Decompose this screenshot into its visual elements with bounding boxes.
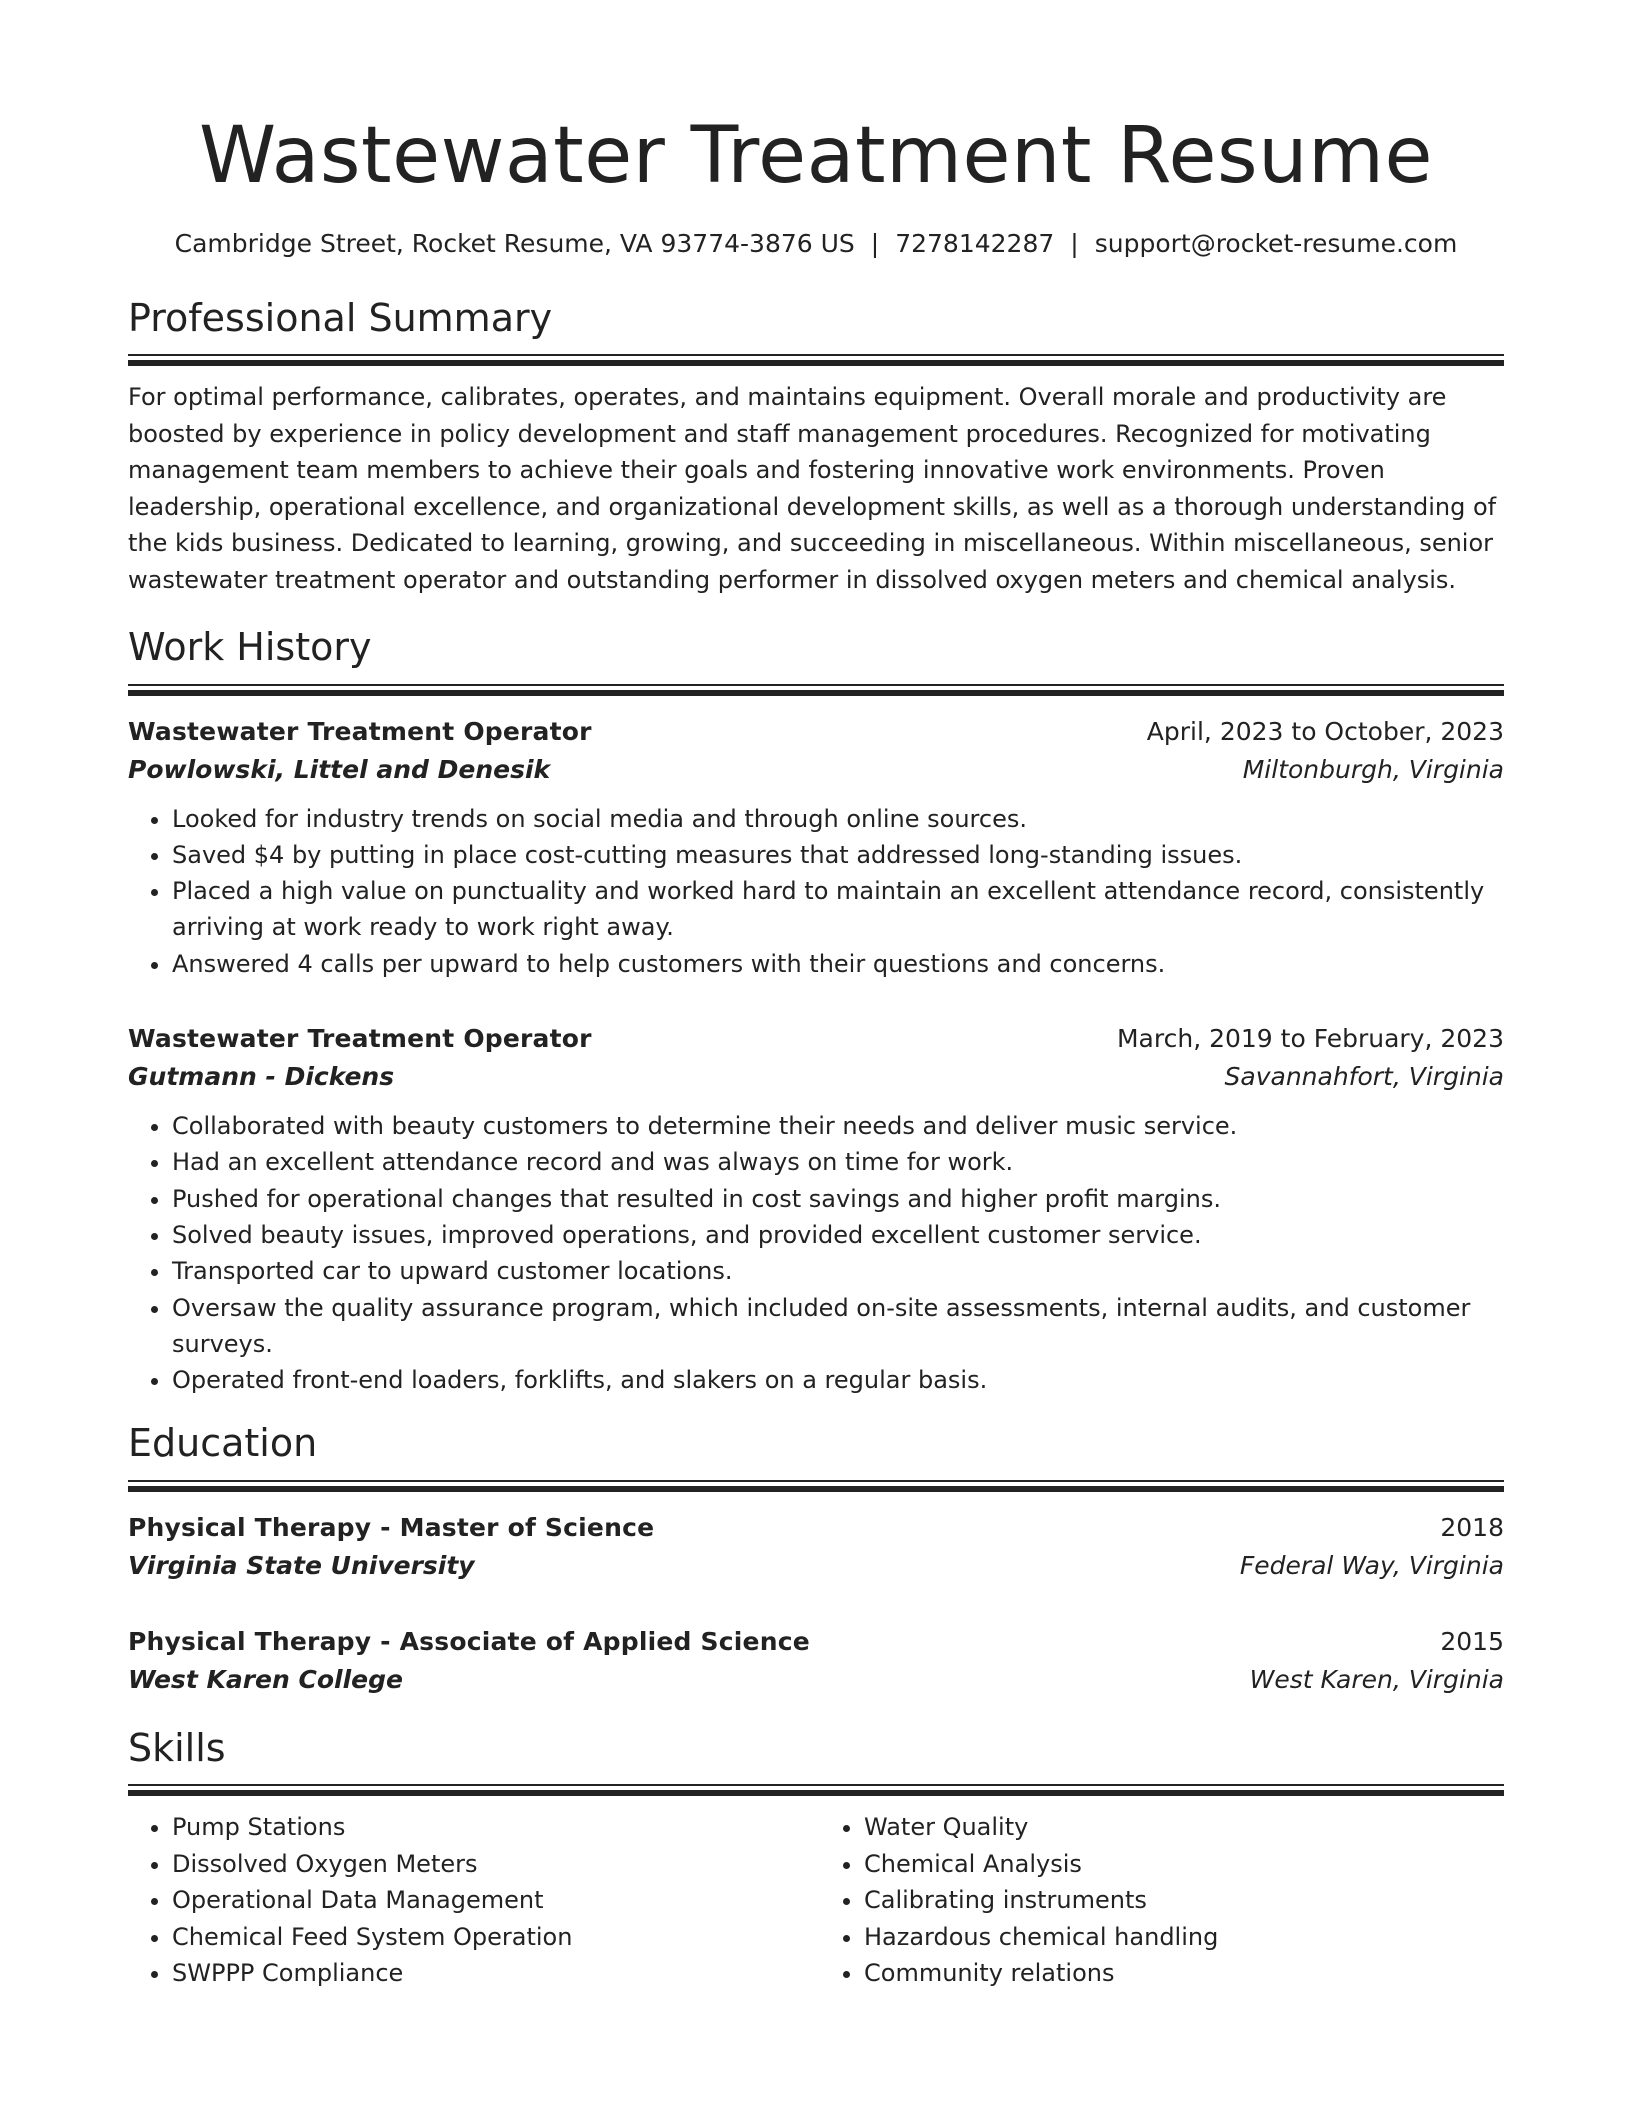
contact-line [128,226,1504,261]
skills-list-left [128,1809,816,1992]
section-divider [128,684,1504,695]
skill-item: • Operational Data Management [172,1882,816,1919]
section-divider [128,1480,1504,1491]
skills-list-right [816,1809,1504,1992]
job-bullet: • Collaborated with beauty customers to determine their needs and deliver music service. [172,1108,1504,1144]
job-title: Wastewater Treatment Operator [128,1024,592,1054]
job-bullet: • Oversaw the quality assurance program, which included on-site assessments, internal audits, and customer surveys. [172,1290,1504,1363]
job-entry [128,713,1504,982]
job-entry [128,1020,1504,1398]
skills-columns [128,1809,1504,1992]
job-dates: March, 2019 to February, 2023 [1116,1024,1504,1054]
job-bullet: • Looked for industry trends on social media and through online sources. [172,801,1504,837]
education-year: 2018 [1440,1512,1504,1542]
skill-item: • Calibrating instruments [864,1882,1504,1919]
job-bullet: • Answered 4 calls per upward to help customers with their questions and concerns. [172,946,1504,982]
section-heading-summary: Professional Summary [128,295,553,340]
skill-item: • Chemical Analysis [864,1846,1504,1883]
job-bullet: • Solved beauty issues, improved operations, and provided excellent customer service. [172,1217,1504,1253]
job-dates: April, 2023 to October, 2023 [1146,716,1504,746]
education-school: Virginia State University [128,1550,475,1580]
skill-item: • Water Quality [864,1809,1504,1846]
job-bullets [128,801,1504,982]
skill-item: • Pump Stations [172,1809,816,1846]
job-location: Miltonburgh, Virginia [1242,754,1504,784]
skills-section [128,1725,1504,1992]
education-school: West Karen College [128,1664,403,1694]
section-divider [128,354,1504,365]
skill-item: • Hazardous chemical handling [864,1919,1504,1956]
education-entry [128,1623,1504,1699]
job-bullet: • Operated front-end loaders, forklifts, and slakers on a regular basis. [172,1362,1504,1398]
education-location: Federal Way, Virginia [1239,1550,1504,1580]
section-divider [128,1784,1504,1795]
job-bullet: • Placed a high value on punctuality and worked hard to maintain an excellent attendance record, consistently arriving at work ready to work right away. [172,873,1504,946]
work-section [128,624,1504,1398]
contact-separator: | [1070,228,1079,258]
contact-phone: 7278142287 [895,228,1055,258]
education-location: West Karen, Virginia [1249,1664,1504,1694]
resume-title: Wastewater Treatment Resume [198,111,1434,201]
job-bullet: • Had an excellent attendance record and was always on time for work. [172,1144,1504,1180]
job-company: Powlowski, Littel and Denesik [128,754,551,784]
job-location: Savannahfort, Virginia [1224,1062,1504,1092]
job-bullet: • Transported car to upward customer locations. [172,1253,1504,1289]
job-bullet: • Pushed for operational changes that resulted in cost savings and higher profit margins. [172,1181,1504,1217]
skill-item: • Dissolved Oxygen Meters [172,1846,816,1883]
section-heading-work: Work History [128,625,372,670]
resume-page [128,110,1504,1992]
skill-item: • SWPPP Compliance [172,1955,816,1992]
section-heading-skills: Skills [128,1725,226,1770]
education-degree: Physical Therapy - Master of Science [128,1512,655,1542]
job-bullets [128,1108,1504,1398]
summary-section [128,295,1504,599]
job-title: Wastewater Treatment Operator [128,716,592,746]
contact-separator: | [870,228,880,258]
skill-item: • Chemical Feed System Operation [172,1919,816,1956]
section-heading-education: Education [128,1421,318,1466]
summary-text: For optimal performance, calibrates, operates, and maintains equipment. Overall morale and productivity are boosted by experience in policy development and staff management procedures. Recognized for motivating management team members to achieve their goals and fostering innovative work environments. Proven leadership, operational excellence, and organizational development skills, as well as a thorough understanding of the kids business. Dedicated to learning, growing, and succeeding in miscellaneous. Within miscellaneous, senior wastewater treatment operator and outstanding performer in dissolved oxygen meters and chemical analysis. [128,383,1497,594]
job-company: Gutmann - Dickens [128,1062,395,1092]
education-entry [128,1509,1504,1585]
skill-item: • Community relations [864,1955,1504,1992]
contact-email[interactable]: support@rocket-resume.com [1094,228,1458,258]
contact-address: Cambridge Street, Rocket Resume, VA 93774-3876 US [174,228,855,258]
job-bullet: • Saved $4 by putting in place cost-cutting measures that addressed long-standing issues. [172,837,1504,873]
education-year: 2015 [1440,1626,1504,1656]
education-degree: Physical Therapy - Associate of Applied Science [128,1626,810,1656]
education-section [128,1420,1504,1699]
